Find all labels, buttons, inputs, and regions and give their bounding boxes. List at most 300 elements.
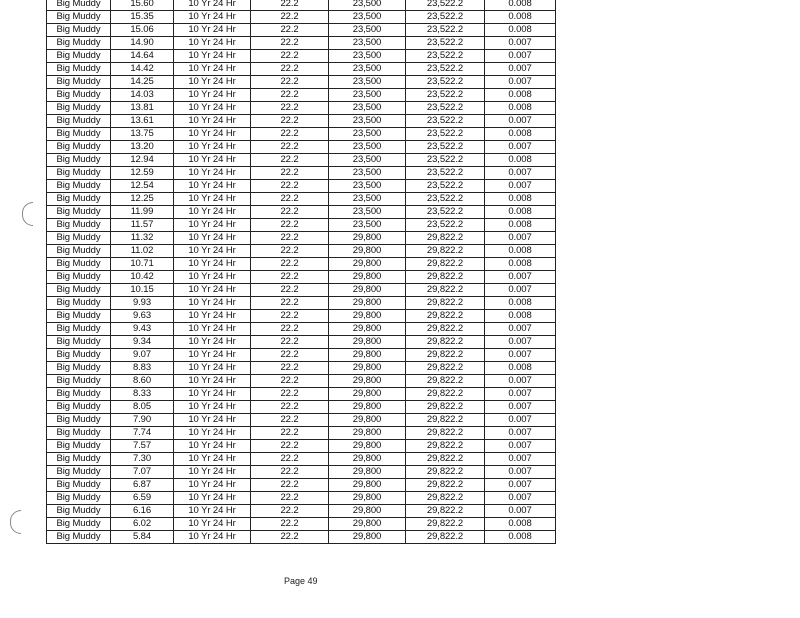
profile-cell: 10 Yr 24 Hr xyxy=(174,362,251,375)
station-cell: 8.60 xyxy=(111,375,174,388)
lateral-flow-cell: 22.2 xyxy=(251,440,329,453)
river-cell: Big Muddy xyxy=(47,63,111,76)
slope-cell: 0.008 xyxy=(485,518,556,531)
lateral-flow-cell: 22.2 xyxy=(251,297,329,310)
slope-cell: 0.007 xyxy=(485,427,556,440)
profile-cell: 10 Yr 24 Hr xyxy=(174,427,251,440)
station-cell: 6.59 xyxy=(111,492,174,505)
station-cell: 9.93 xyxy=(111,297,174,310)
base-flow-cell: 29,800 xyxy=(329,440,406,453)
slope-cell: 0.007 xyxy=(485,336,556,349)
table-row xyxy=(47,50,556,63)
base-flow-cell: 29,800 xyxy=(329,310,406,323)
base-flow-cell: 23,500 xyxy=(329,89,406,102)
total-flow-cell: 23,522.2 xyxy=(406,128,485,141)
lateral-flow-cell: 22.2 xyxy=(251,479,329,492)
punch-hole-mark xyxy=(10,510,21,534)
river-cell: Big Muddy xyxy=(47,102,111,115)
river-cell: Big Muddy xyxy=(47,310,111,323)
slope-cell: 0.008 xyxy=(485,531,556,544)
total-flow-cell: 23,522.2 xyxy=(406,206,485,219)
slope-cell: 0.008 xyxy=(485,24,556,37)
slope-cell: 0.007 xyxy=(485,141,556,154)
table-row xyxy=(47,440,556,453)
total-flow-cell: 29,822.2 xyxy=(406,375,485,388)
total-flow-cell: 29,822.2 xyxy=(406,518,485,531)
total-flow-cell: 23,522.2 xyxy=(406,11,485,24)
table-row xyxy=(47,167,556,180)
station-cell: 15.06 xyxy=(111,24,174,37)
river-cell: Big Muddy xyxy=(47,492,111,505)
profile-cell: 10 Yr 24 Hr xyxy=(174,50,251,63)
total-flow-cell: 23,522.2 xyxy=(406,167,485,180)
base-flow-cell: 29,800 xyxy=(329,297,406,310)
slope-cell: 0.007 xyxy=(485,375,556,388)
lateral-flow-cell: 22.2 xyxy=(251,193,329,206)
lateral-flow-cell: 22.2 xyxy=(251,505,329,518)
river-cell: Big Muddy xyxy=(47,284,111,297)
profile-cell: 10 Yr 24 Hr xyxy=(174,76,251,89)
base-flow-cell: 29,800 xyxy=(329,401,406,414)
lateral-flow-cell: 22.2 xyxy=(251,362,329,375)
profile-cell: 10 Yr 24 Hr xyxy=(174,232,251,245)
lateral-flow-cell: 22.2 xyxy=(251,375,329,388)
lateral-flow-cell: 22.2 xyxy=(251,336,329,349)
total-flow-cell: 29,822.2 xyxy=(406,531,485,544)
table-row xyxy=(47,479,556,492)
slope-cell: 0.007 xyxy=(485,492,556,505)
station-cell: 8.83 xyxy=(111,362,174,375)
lateral-flow-cell: 22.2 xyxy=(251,154,329,167)
table-row xyxy=(47,180,556,193)
lateral-flow-cell: 22.2 xyxy=(251,531,329,544)
lateral-flow-cell: 22.2 xyxy=(251,401,329,414)
profile-cell: 10 Yr 24 Hr xyxy=(174,24,251,37)
station-cell: 7.07 xyxy=(111,466,174,479)
station-cell: 14.90 xyxy=(111,37,174,50)
base-flow-cell: 23,500 xyxy=(329,11,406,24)
river-cell: Big Muddy xyxy=(47,37,111,50)
river-cell: Big Muddy xyxy=(47,362,111,375)
total-flow-cell: 29,822.2 xyxy=(406,336,485,349)
total-flow-cell: 29,822.2 xyxy=(406,258,485,271)
profile-cell: 10 Yr 24 Hr xyxy=(174,479,251,492)
lateral-flow-cell: 22.2 xyxy=(251,310,329,323)
base-flow-cell: 23,500 xyxy=(329,167,406,180)
base-flow-cell: 29,800 xyxy=(329,323,406,336)
station-cell: 11.02 xyxy=(111,245,174,258)
base-flow-cell: 29,800 xyxy=(329,414,406,427)
lateral-flow-cell: 22.2 xyxy=(251,232,329,245)
lateral-flow-cell: 22.2 xyxy=(251,414,329,427)
river-cell: Big Muddy xyxy=(47,115,111,128)
total-flow-cell: 29,822.2 xyxy=(406,427,485,440)
table-row xyxy=(47,336,556,349)
station-cell: 9.07 xyxy=(111,349,174,362)
table-row xyxy=(47,492,556,505)
slope-cell: 0.007 xyxy=(485,284,556,297)
table-row xyxy=(47,518,556,531)
river-cell: Big Muddy xyxy=(47,50,111,63)
river-cell: Big Muddy xyxy=(47,531,111,544)
total-flow-cell: 23,522.2 xyxy=(406,115,485,128)
table-row xyxy=(47,0,556,11)
base-flow-cell: 23,500 xyxy=(329,141,406,154)
slope-cell: 0.007 xyxy=(485,401,556,414)
total-flow-cell: 29,822.2 xyxy=(406,323,485,336)
river-cell: Big Muddy xyxy=(47,258,111,271)
base-flow-cell: 29,800 xyxy=(329,349,406,362)
lateral-flow-cell: 22.2 xyxy=(251,453,329,466)
river-cell: Big Muddy xyxy=(47,0,111,11)
river-cell: Big Muddy xyxy=(47,505,111,518)
river-cell: Big Muddy xyxy=(47,232,111,245)
river-cell: Big Muddy xyxy=(47,440,111,453)
profile-cell: 10 Yr 24 Hr xyxy=(174,167,251,180)
slope-cell: 0.008 xyxy=(485,219,556,232)
station-cell: 6.87 xyxy=(111,479,174,492)
lateral-flow-cell: 22.2 xyxy=(251,323,329,336)
station-cell: 14.42 xyxy=(111,63,174,76)
slope-cell: 0.008 xyxy=(485,128,556,141)
table-row xyxy=(47,466,556,479)
profile-cell: 10 Yr 24 Hr xyxy=(174,492,251,505)
river-cell: Big Muddy xyxy=(47,414,111,427)
lateral-flow-cell: 22.2 xyxy=(251,115,329,128)
station-cell: 10.42 xyxy=(111,271,174,284)
base-flow-cell: 29,800 xyxy=(329,505,406,518)
river-cell: Big Muddy xyxy=(47,89,111,102)
table-row xyxy=(47,37,556,50)
lateral-flow-cell: 22.2 xyxy=(251,63,329,76)
slope-cell: 0.008 xyxy=(485,154,556,167)
base-flow-cell: 23,500 xyxy=(329,63,406,76)
lateral-flow-cell: 22.2 xyxy=(251,206,329,219)
total-flow-cell: 29,822.2 xyxy=(406,310,485,323)
base-flow-cell: 29,800 xyxy=(329,427,406,440)
table-row xyxy=(47,141,556,154)
base-flow-cell: 23,500 xyxy=(329,128,406,141)
station-cell: 7.74 xyxy=(111,427,174,440)
station-cell: 13.61 xyxy=(111,115,174,128)
lateral-flow-cell: 22.2 xyxy=(251,167,329,180)
station-cell: 9.34 xyxy=(111,336,174,349)
base-flow-cell: 29,800 xyxy=(329,375,406,388)
lateral-flow-cell: 22.2 xyxy=(251,37,329,50)
table-body xyxy=(47,0,556,544)
total-flow-cell: 29,822.2 xyxy=(406,362,485,375)
table-row xyxy=(47,505,556,518)
slope-cell: 0.007 xyxy=(485,50,556,63)
table-row xyxy=(47,258,556,271)
station-cell: 10.71 xyxy=(111,258,174,271)
profile-cell: 10 Yr 24 Hr xyxy=(174,180,251,193)
station-cell: 6.02 xyxy=(111,518,174,531)
table-row xyxy=(47,24,556,37)
profile-cell: 10 Yr 24 Hr xyxy=(174,102,251,115)
lateral-flow-cell: 22.2 xyxy=(251,388,329,401)
lateral-flow-cell: 22.2 xyxy=(251,492,329,505)
station-cell: 10.15 xyxy=(111,284,174,297)
total-flow-cell: 23,522.2 xyxy=(406,24,485,37)
station-cell: 13.20 xyxy=(111,141,174,154)
profile-cell: 10 Yr 24 Hr xyxy=(174,206,251,219)
base-flow-cell: 23,500 xyxy=(329,50,406,63)
slope-cell: 0.007 xyxy=(485,76,556,89)
slope-cell: 0.008 xyxy=(485,297,556,310)
table-row xyxy=(47,219,556,232)
profile-cell: 10 Yr 24 Hr xyxy=(174,323,251,336)
lateral-flow-cell: 22.2 xyxy=(251,11,329,24)
river-cell: Big Muddy xyxy=(47,141,111,154)
base-flow-cell: 29,800 xyxy=(329,232,406,245)
profile-cell: 10 Yr 24 Hr xyxy=(174,388,251,401)
station-cell: 11.57 xyxy=(111,219,174,232)
station-cell: 12.59 xyxy=(111,167,174,180)
base-flow-cell: 29,800 xyxy=(329,388,406,401)
profile-cell: 10 Yr 24 Hr xyxy=(174,453,251,466)
river-cell: Big Muddy xyxy=(47,479,111,492)
base-flow-cell: 29,800 xyxy=(329,466,406,479)
profile-cell: 10 Yr 24 Hr xyxy=(174,37,251,50)
river-cell: Big Muddy xyxy=(47,245,111,258)
total-flow-cell: 29,822.2 xyxy=(406,479,485,492)
slope-cell: 0.007 xyxy=(485,115,556,128)
profile-cell: 10 Yr 24 Hr xyxy=(174,89,251,102)
profile-cell: 10 Yr 24 Hr xyxy=(174,401,251,414)
slope-cell: 0.007 xyxy=(485,466,556,479)
profile-cell: 10 Yr 24 Hr xyxy=(174,518,251,531)
profile-cell: 10 Yr 24 Hr xyxy=(174,297,251,310)
total-flow-cell: 29,822.2 xyxy=(406,232,485,245)
table-row xyxy=(47,63,556,76)
table-row xyxy=(47,401,556,414)
total-flow-cell: 29,822.2 xyxy=(406,453,485,466)
lateral-flow-cell: 22.2 xyxy=(251,219,329,232)
slope-cell: 0.007 xyxy=(485,349,556,362)
total-flow-cell: 29,822.2 xyxy=(406,388,485,401)
station-cell: 12.54 xyxy=(111,180,174,193)
slope-cell: 0.007 xyxy=(485,271,556,284)
base-flow-cell: 23,500 xyxy=(329,206,406,219)
base-flow-cell: 23,500 xyxy=(329,37,406,50)
river-cell: Big Muddy xyxy=(47,336,111,349)
base-flow-cell: 29,800 xyxy=(329,336,406,349)
lateral-flow-cell: 22.2 xyxy=(251,427,329,440)
total-flow-cell: 23,522.2 xyxy=(406,50,485,63)
total-flow-cell: 23,522.2 xyxy=(406,0,485,11)
total-flow-cell: 29,822.2 xyxy=(406,349,485,362)
base-flow-cell: 23,500 xyxy=(329,76,406,89)
base-flow-cell: 29,800 xyxy=(329,518,406,531)
profile-cell: 10 Yr 24 Hr xyxy=(174,375,251,388)
slope-cell: 0.008 xyxy=(485,362,556,375)
profile-cell: 10 Yr 24 Hr xyxy=(174,63,251,76)
profile-cell: 10 Yr 24 Hr xyxy=(174,531,251,544)
slope-cell: 0.008 xyxy=(485,193,556,206)
profile-cell: 10 Yr 24 Hr xyxy=(174,284,251,297)
base-flow-cell: 29,800 xyxy=(329,531,406,544)
table-row xyxy=(47,284,556,297)
profile-cell: 10 Yr 24 Hr xyxy=(174,193,251,206)
lateral-flow-cell: 22.2 xyxy=(251,89,329,102)
river-cell: Big Muddy xyxy=(47,11,111,24)
station-cell: 15.35 xyxy=(111,11,174,24)
lateral-flow-cell: 22.2 xyxy=(251,271,329,284)
profile-cell: 10 Yr 24 Hr xyxy=(174,154,251,167)
lateral-flow-cell: 22.2 xyxy=(251,180,329,193)
river-cell: Big Muddy xyxy=(47,453,111,466)
station-cell: 14.64 xyxy=(111,50,174,63)
base-flow-cell: 23,500 xyxy=(329,115,406,128)
base-flow-cell: 23,500 xyxy=(329,24,406,37)
river-cell: Big Muddy xyxy=(47,518,111,531)
profile-cell: 10 Yr 24 Hr xyxy=(174,11,251,24)
total-flow-cell: 23,522.2 xyxy=(406,102,485,115)
river-cell: Big Muddy xyxy=(47,76,111,89)
station-cell: 15.60 xyxy=(111,0,174,11)
station-cell: 13.81 xyxy=(111,102,174,115)
slope-cell: 0.007 xyxy=(485,388,556,401)
profile-cell: 10 Yr 24 Hr xyxy=(174,271,251,284)
lateral-flow-cell: 22.2 xyxy=(251,466,329,479)
slope-cell: 0.007 xyxy=(485,232,556,245)
station-cell: 7.57 xyxy=(111,440,174,453)
lateral-flow-cell: 22.2 xyxy=(251,518,329,531)
total-flow-cell: 23,522.2 xyxy=(406,76,485,89)
table-row xyxy=(47,453,556,466)
station-cell: 14.03 xyxy=(111,89,174,102)
base-flow-cell: 29,800 xyxy=(329,492,406,505)
river-cell: Big Muddy xyxy=(47,466,111,479)
table-row xyxy=(47,323,556,336)
river-cell: Big Muddy xyxy=(47,193,111,206)
river-cell: Big Muddy xyxy=(47,401,111,414)
slope-cell: 0.007 xyxy=(485,37,556,50)
station-cell: 12.94 xyxy=(111,154,174,167)
total-flow-cell: 23,522.2 xyxy=(406,193,485,206)
base-flow-cell: 23,500 xyxy=(329,193,406,206)
lateral-flow-cell: 22.2 xyxy=(251,349,329,362)
slope-cell: 0.008 xyxy=(485,206,556,219)
base-flow-cell: 29,800 xyxy=(329,453,406,466)
profile-cell: 10 Yr 24 Hr xyxy=(174,219,251,232)
river-cell: Big Muddy xyxy=(47,388,111,401)
total-flow-cell: 23,522.2 xyxy=(406,89,485,102)
station-cell: 5.84 xyxy=(111,531,174,544)
lateral-flow-cell: 22.2 xyxy=(251,258,329,271)
total-flow-cell: 23,522.2 xyxy=(406,141,485,154)
lateral-flow-cell: 22.2 xyxy=(251,50,329,63)
table-row xyxy=(47,414,556,427)
base-flow-cell: 23,500 xyxy=(329,102,406,115)
slope-cell: 0.008 xyxy=(485,245,556,258)
profile-cell: 10 Yr 24 Hr xyxy=(174,336,251,349)
slope-cell: 0.008 xyxy=(485,89,556,102)
table-row xyxy=(47,245,556,258)
lateral-flow-cell: 22.2 xyxy=(251,0,329,11)
table-row xyxy=(47,11,556,24)
slope-cell: 0.007 xyxy=(485,323,556,336)
table-row xyxy=(47,388,556,401)
table-row xyxy=(47,297,556,310)
lateral-flow-cell: 22.2 xyxy=(251,76,329,89)
total-flow-cell: 29,822.2 xyxy=(406,440,485,453)
table-row xyxy=(47,128,556,141)
station-cell: 7.30 xyxy=(111,453,174,466)
lateral-flow-cell: 22.2 xyxy=(251,24,329,37)
station-cell: 8.05 xyxy=(111,401,174,414)
table-row xyxy=(47,102,556,115)
base-flow-cell: 29,800 xyxy=(329,271,406,284)
river-cell: Big Muddy xyxy=(47,349,111,362)
river-cell: Big Muddy xyxy=(47,427,111,440)
slope-cell: 0.007 xyxy=(485,414,556,427)
profile-cell: 10 Yr 24 Hr xyxy=(174,349,251,362)
base-flow-cell: 29,800 xyxy=(329,479,406,492)
table-row xyxy=(47,89,556,102)
base-flow-cell: 29,800 xyxy=(329,284,406,297)
base-flow-cell: 23,500 xyxy=(329,180,406,193)
station-cell: 9.43 xyxy=(111,323,174,336)
base-flow-cell: 23,500 xyxy=(329,0,406,11)
base-flow-cell: 29,800 xyxy=(329,245,406,258)
table-row xyxy=(47,76,556,89)
total-flow-cell: 29,822.2 xyxy=(406,492,485,505)
table-row xyxy=(47,310,556,323)
river-cell: Big Muddy xyxy=(47,271,111,284)
table-row xyxy=(47,362,556,375)
table-row xyxy=(47,349,556,362)
slope-cell: 0.007 xyxy=(485,180,556,193)
total-flow-cell: 29,822.2 xyxy=(406,271,485,284)
base-flow-cell: 29,800 xyxy=(329,258,406,271)
station-cell: 6.16 xyxy=(111,505,174,518)
lateral-flow-cell: 22.2 xyxy=(251,284,329,297)
river-cell: Big Muddy xyxy=(47,323,111,336)
slope-cell: 0.008 xyxy=(485,102,556,115)
lateral-flow-cell: 22.2 xyxy=(251,128,329,141)
table-row xyxy=(47,115,556,128)
lateral-flow-cell: 22.2 xyxy=(251,141,329,154)
total-flow-cell: 23,522.2 xyxy=(406,154,485,167)
table-row xyxy=(47,193,556,206)
lateral-flow-cell: 22.2 xyxy=(251,102,329,115)
profile-cell: 10 Yr 24 Hr xyxy=(174,141,251,154)
profile-cell: 10 Yr 24 Hr xyxy=(174,258,251,271)
slope-cell: 0.007 xyxy=(485,453,556,466)
profile-cell: 10 Yr 24 Hr xyxy=(174,466,251,479)
total-flow-cell: 29,822.2 xyxy=(406,401,485,414)
base-flow-cell: 29,800 xyxy=(329,362,406,375)
table-row xyxy=(47,154,556,167)
total-flow-cell: 23,522.2 xyxy=(406,219,485,232)
lateral-flow-cell: 22.2 xyxy=(251,245,329,258)
slope-cell: 0.007 xyxy=(485,440,556,453)
slope-cell: 0.008 xyxy=(485,11,556,24)
profile-cell: 10 Yr 24 Hr xyxy=(174,0,251,11)
hydraulic-data-table xyxy=(46,0,556,544)
profile-cell: 10 Yr 24 Hr xyxy=(174,505,251,518)
base-flow-cell: 23,500 xyxy=(329,154,406,167)
profile-cell: 10 Yr 24 Hr xyxy=(174,245,251,258)
profile-cell: 10 Yr 24 Hr xyxy=(174,128,251,141)
river-cell: Big Muddy xyxy=(47,297,111,310)
slope-cell: 0.007 xyxy=(485,505,556,518)
river-cell: Big Muddy xyxy=(47,128,111,141)
total-flow-cell: 29,822.2 xyxy=(406,297,485,310)
station-cell: 9.63 xyxy=(111,310,174,323)
